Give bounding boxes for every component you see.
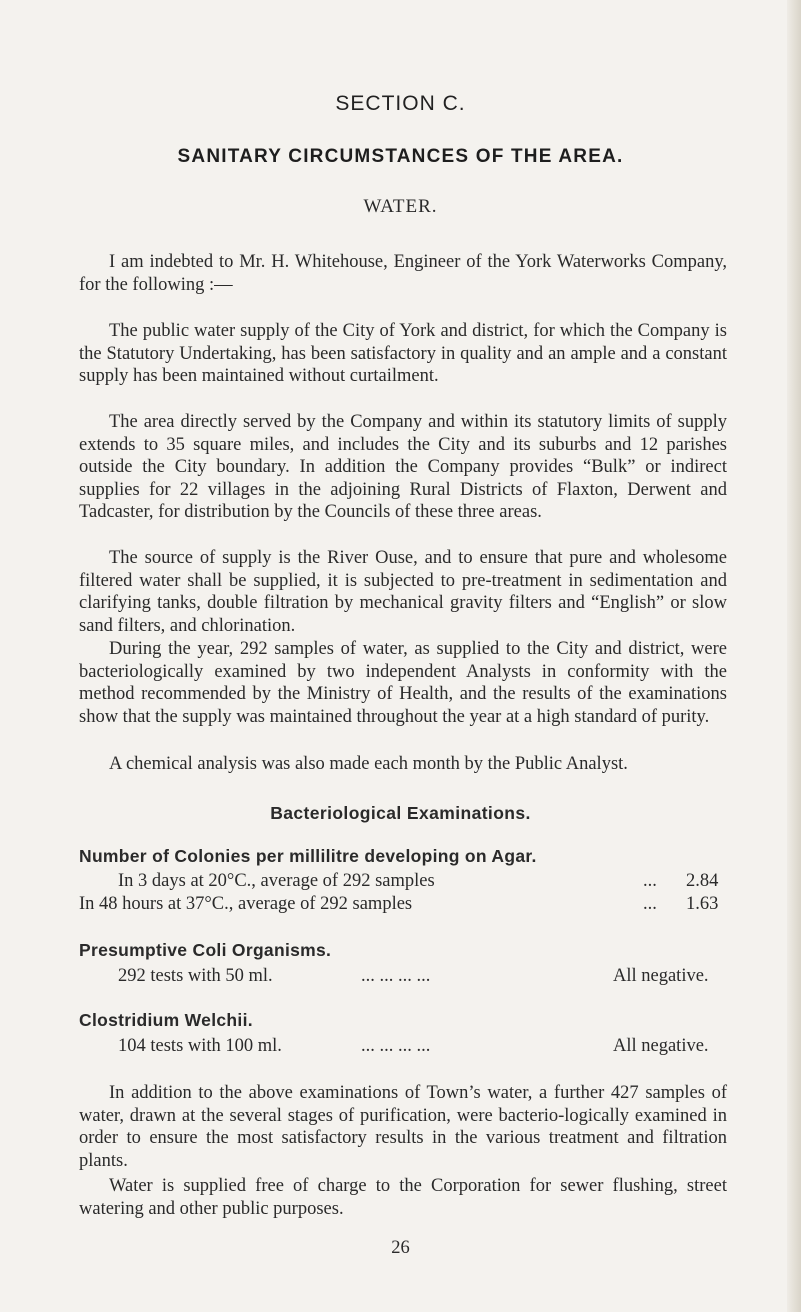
colonies-heading: Number of Colonies per millilitre developing on Agar. [79, 846, 537, 866]
paragraph-acknowledgement: I am indebted to Mr. H. Whitehouse, Engineer of the York Waterworks Company, for the following :— [79, 252, 727, 295]
paragraph-further-samples: In addition to the above examinations of Town’s water, a further 427 samples of water, drawn at the several stages of purification, were bacterio-logically examined in order to ensure the most satisfactory results in the various treatment and filtration plants. [79, 1083, 727, 1171]
paragraph-supply-quality: The public water supply of the City of York and district, for which the Company is the Statutory Undertaking, has been satisfactory in quality and an ample and a constant supply has been maintained without curtailment. [79, 321, 727, 387]
row-value: 2.84 [686, 871, 719, 891]
row-leader-dots: ... ... ... ... [361, 966, 431, 986]
colonies-row-37c [79, 893, 729, 915]
coli-row [118, 965, 728, 987]
page-number: 26 [391, 1238, 410, 1258]
welchii-row [118, 1035, 728, 1057]
row-leader-dots: ... [643, 871, 657, 891]
row-label: 292 tests with 50 ml. [118, 966, 273, 986]
water-heading: WATER. [363, 196, 438, 217]
welchii-heading: Clostridium Welchii. [79, 1010, 253, 1030]
row-leader-dots: ... [643, 894, 657, 914]
bacteriological-heading: Bacteriological Examinations. [270, 803, 531, 823]
paragraph-free-supply: Water is supplied free of charge to the Corporation for sewer flushing, street watering and other public purposes. [79, 1176, 727, 1219]
row-value: All negative. [613, 966, 709, 986]
row-label: In 48 hours at 37°C., average of 292 samples [79, 894, 413, 914]
main-heading: SANITARY CIRCUMSTANCES OF THE AREA. [177, 146, 624, 167]
paragraph-source-treatment: The source of supply is the River Ouse, and to ensure that pure and wholesome filtered water shall be supplied, it is subjected to pre-treatment in sedimentation and clarifying tanks, double filtration by mechanical gravity filters and “English” or slow sand filters, and chlorination. [79, 548, 727, 636]
row-value: 1.63 [686, 894, 719, 914]
section-heading: SECTION C. [335, 92, 466, 115]
paragraph-chemical-analysis: A chemical analysis was also made each month by the Public Analyst. [109, 754, 628, 774]
row-label: 104 tests with 100 ml. [118, 1036, 282, 1056]
paragraph-samples-examined: During the year, 292 samples of water, as supplied to the City and district, were bacteriologically examined by two independent Analysts in conformity with the method recommended by the Ministry of Health, and the results of the examinations show that the supply was maintained throughout the year at a high standard of purity. [79, 639, 727, 727]
colonies-row-20c [118, 870, 728, 892]
coli-heading: Presumptive Coli Organisms. [79, 940, 332, 960]
row-value: All negative. [613, 1036, 709, 1056]
row-label: In 3 days at 20°C., average of 292 samples [118, 871, 435, 891]
row-leader-dots: ... ... ... ... [361, 1036, 431, 1056]
paragraph-area-served: The area directly served by the Company and within its statutory limits of supply extends to 35 square miles, and includes the City and its suburbs and 12 parishes outside the City boundary. In addition the Company provides “Bulk” or indirect supplies for 22 villages in the adjoining Rural Districts of Flaxton, Derwent and Tadcaster, for distribution by the Councils of these three areas. [79, 412, 727, 523]
